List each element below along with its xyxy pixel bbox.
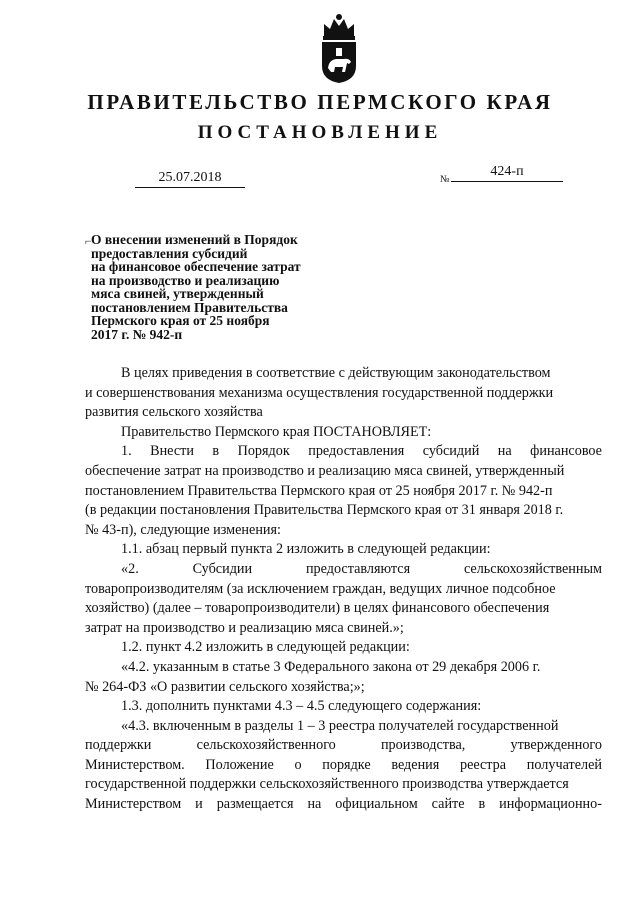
word: получателей [526, 756, 602, 773]
word: Положение [205, 756, 274, 773]
body-line: развития сельского хозяйства [85, 404, 263, 421]
word: информационно- [499, 796, 602, 813]
body-line-justified [85, 560, 602, 580]
number-label: № [440, 174, 450, 185]
title-line: предоставления субсидий [91, 245, 248, 261]
title-line: постановлением Правительства [91, 299, 288, 315]
word: Субсидии [192, 560, 253, 577]
word: сельскохозяйственного [196, 737, 336, 754]
body-line: № 43-п), следующие изменения: [85, 521, 281, 538]
word: реестра [459, 756, 507, 773]
word: и [195, 796, 203, 813]
word: ведения [391, 756, 440, 773]
coat-of-arms-icon [316, 12, 362, 84]
body-line: и совершенствования механизма осуществления государственной поддержки [85, 384, 554, 401]
document-number: 424-п [451, 164, 563, 182]
word: порядке [322, 756, 371, 773]
body-line: затрат на производство и реализацию мяса свиней.»; [85, 619, 404, 636]
word: утвержденного [510, 737, 602, 754]
body-line: № 264-ФЗ «О развитии сельского хозяйства;»; [85, 678, 365, 695]
word: предоставляются [305, 560, 411, 577]
word: сельскохозяйственным [463, 560, 602, 577]
body-line: В целях приведения в соответствие с действующим законодательством [121, 365, 551, 381]
document-body [85, 364, 602, 815]
organization-name: ПРАВИТЕЛЬСТВО ПЕРМСКОГО КРАЯ [87, 90, 553, 114]
body-line: товаропроизводителям (за исключением граждан, ведущих личное подсобное [85, 580, 556, 597]
word: «2. [121, 560, 139, 577]
body-line: (в редакции постановления Правительства Пермского края от 31 января 2018 г. [85, 502, 564, 519]
word: в [212, 443, 220, 460]
word: субсидий [422, 443, 480, 460]
title-line: на производство и реализацию [91, 272, 280, 288]
body-line-justified [85, 756, 602, 776]
body-line: постановлением Правительства Пермского края от 25 ноября 2017 г. № 942-п [85, 482, 553, 499]
title-line: на финансовое обеспечение затрат [91, 259, 301, 274]
word: официальном [335, 796, 418, 813]
word: сайте [431, 796, 465, 813]
body-line-justified [85, 442, 602, 462]
word: на [497, 443, 512, 460]
body-line: 1.1. абзац первый пункта 2 изложить в следующей редакции: [121, 541, 491, 558]
word: производства, [380, 737, 466, 754]
body-line-justified [85, 736, 602, 756]
word: Министерством. [85, 756, 185, 773]
word: размещается [216, 796, 294, 813]
body-line: 1.2. пункт 4.2 изложить в следующей редакции: [121, 639, 410, 656]
title-line: мяса свиней, утвержденный [91, 286, 264, 301]
document-date: 25.07.2018 [135, 170, 245, 188]
corner-bracket-icon: ⌐ [85, 234, 92, 248]
title-line: 2017 г. № 942-п [91, 326, 183, 342]
word: Порядок [237, 443, 290, 460]
word: Внести [150, 443, 194, 460]
body-line: «4.2. указанным в статье 3 Федерального закона от 29 декабря 2006 г. [121, 658, 541, 675]
title-line: О внесении изменений в Порядок [91, 232, 298, 247]
word: предоставления [308, 443, 405, 460]
body-line: Правительство Пермского края ПОСТАНОВЛЯЕТ: [121, 423, 432, 440]
word: о [294, 756, 302, 773]
body-line: «4.3. включенным в разделы 1 – 3 реестра получателей государственной [121, 717, 559, 734]
title-line: Пермского края от 25 ноября [91, 313, 270, 328]
word: поддержки [85, 737, 152, 754]
word: финансовое [530, 443, 602, 460]
word: в [478, 796, 486, 813]
document-type: ПОСТАНОВЛЕНИЕ [197, 122, 443, 143]
word: 1. [121, 443, 132, 460]
word: на [307, 796, 322, 813]
body-line: обеспечение затрат на производство и реализацию мяса свиней, утвержденный [85, 462, 565, 479]
body-line: 1.3. дополнить пунктами 4.3 – 4.5 следующего содержания: [121, 698, 482, 715]
document-title [85, 232, 341, 342]
body-line: государственной поддержки сельскохозяйственного производства утверждается [85, 776, 569, 793]
word: Министерством [85, 796, 182, 813]
body-line: хозяйство) (далее – товаропроизводители) в целях финансового обеспечения [85, 600, 550, 617]
body-line-justified [85, 795, 602, 815]
